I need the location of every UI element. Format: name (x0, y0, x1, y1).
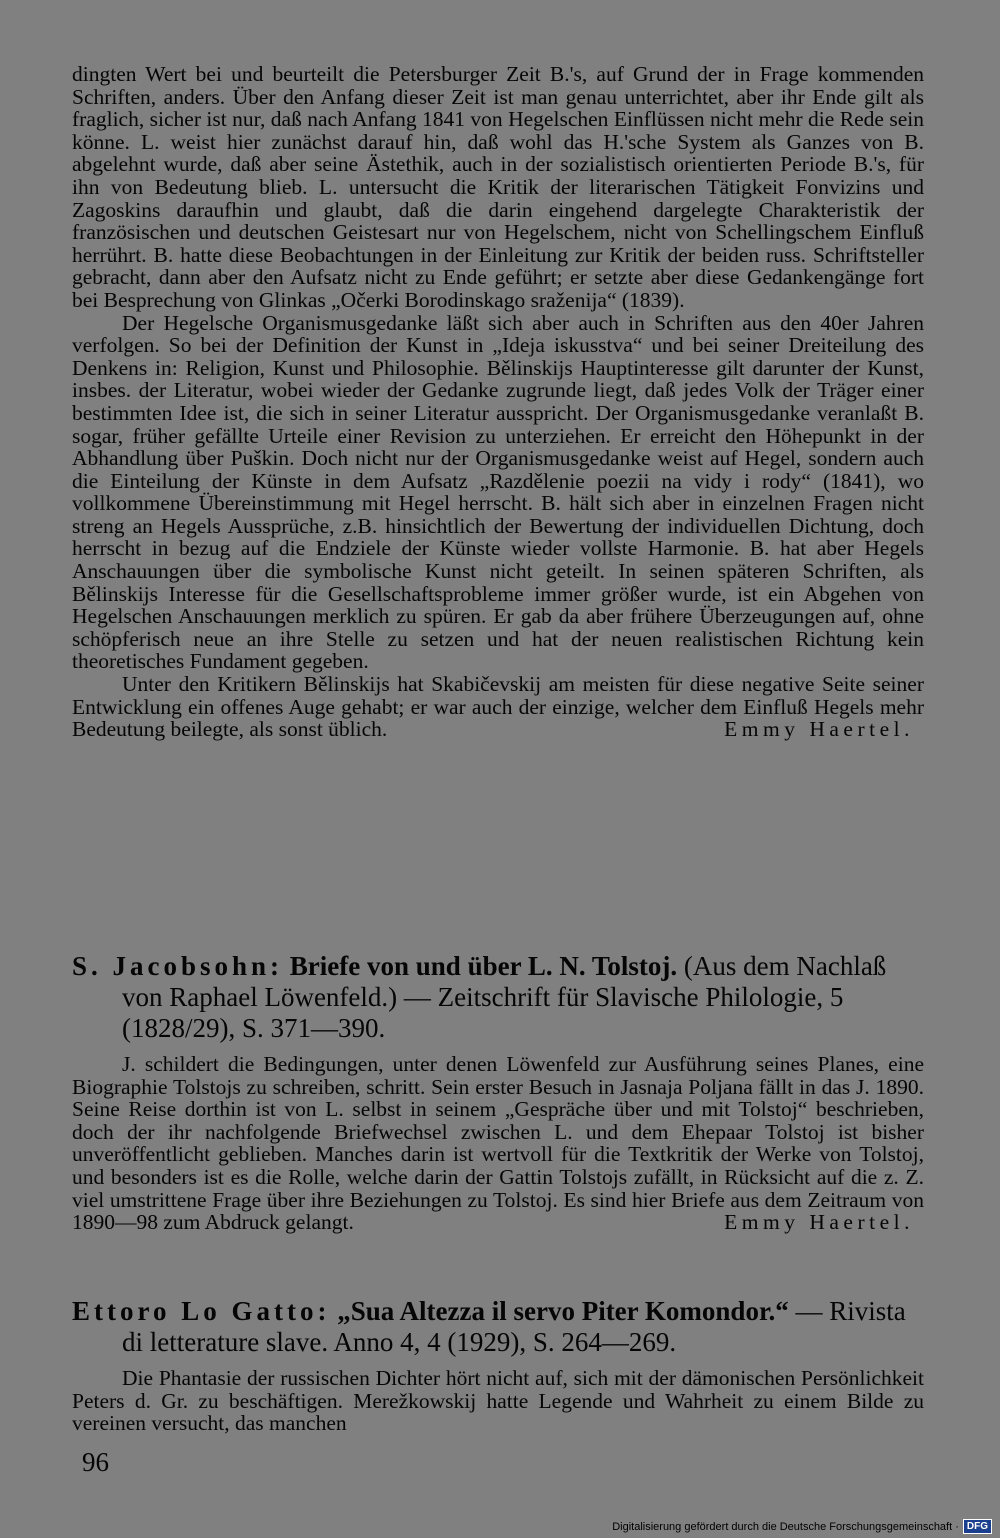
review-continuation (72, 63, 924, 741)
paragraph-3-text: Unter den Kritikern Bělinskijs hat Skabičevskij am meisten für diese negative Seite seiner Entwicklung ein offenes Auge gehabt; er war auch der einzige, welcher dem Einfluß Hegels mehr Bedeutung beilegte, als sonst üblich. (72, 672, 924, 742)
entry-source: (Aus dem Nachlaß von Raphael Löwenfeld.) — Zeitschrift für Slavische Philologie, 5 (1828/29), S. 371—390. (122, 951, 887, 1043)
paragraph-2: Der Hegelsche Organismusgedanke läßt sich aber auch in Schriften aus den 40er Jahren verfolgen. So bei der Definition der Kunst in „Ideja iskusstva“ und bei seiner Dreiteilung des Denkens in: Religion, Kunst und Philosophie. Bělinskijs Hauptinteresse gilt darunter der Kunst, insbes. der Literatur, wobei wieder der Gedanke zugrunde liegt, daß jedes Volk der Träger einer bestimmten Idee ist, die sich in seiner Literatur ausspricht. Der Organismusgedanke veranlaßt B. sogar, früher gefällte Urteile einer Revision zu unterziehen. Er erreicht den Höhepunkt in der Abhandlung über Puškin. Doch nicht nur der Organismusgedanke weist auf Hegel, sondern auch die Einteilung der Künste in dem Aufsatz „Razdělenie poezii na vidy i rody“ (1841), wo vollkommene Übereinstimmung mit Hegel herrscht. B. hält sich aber in einzelnen Fragen nicht streng an Hegels Aussprüche, z.B. hinsichtlich der Bewertung der individuellen Dichtung, doch herrscht in bezug auf die Endziele der Künste wieder vollste Harmonie. B. hat aber Hegels Anschauungen über die symbolische Kunst nicht geteilt. In seinen späteren Schriften, als Bělinskijs Interesse für die Gesellschaftsprobleme immer größer wurde, ist ein Abgehen von Hegelschen Anschauungen merklich zu spüren. Er gab da aber frühere Überzeugungen auf, ohne schöpferisch neue an ihre Stelle zu setzen und hat der neuen realistischen Richtung kein theoretisches Fundament gegeben. (72, 310, 924, 674)
digitization-footer (612, 1519, 992, 1534)
entry-body (72, 1053, 924, 1234)
signature: Emmy Haertel. (724, 1210, 914, 1235)
entry-body: Die Phantasie der russischen Dichter hört nicht auf, sich mit der dämonischen Persönlichkeit Peters d. Gr. zu beschäftigen. Merežkowskij hatte Legende und Wahrheit zu einem Bilde zu vereinen versucht, das manchen (72, 1366, 924, 1436)
entry-body-text: J. schildert die Bedingungen, unter denen Löwenfeld zur Ausführung seines Planes, eine Biographie Tolstojs zu schreiben, schritt. Sein erster Besuch in Jasnaja Poljana fällt in das J. 1890. Seine Reise dorthin ist von L. selbst in seinem „Gespräche über und mit Tolstoj“ beschrieben, doch der ihr nachfolgende Briefwechsel zwischen L. und dem Ehepaar Tolstoj ist bisher unveröffentlicht geblieben. Manches darin ist wertvoll für die Textkritik der Werke von Tolstoj, und besonders ist es die Rolle, welche darin der Gattin Tolstojs zufällt, in Rücksicht auf die z. Z. viel umstrittene Frage über ihre Beziehungen zu Tolstoj. Es sind hier Briefe aus dem Zeitraum von 1890—98 zum Abdruck gelangt. (72, 1052, 924, 1235)
entry-title: Briefe von und über L. N. Tolstoj. (289, 951, 678, 981)
signature: Emmy Haertel. (724, 717, 914, 742)
entry-lo-gatto (72, 1296, 924, 1435)
entry-jacobsohn (72, 951, 924, 1234)
paragraph-1: dingten Wert bei und beurteilt die Petersburger Zeit B.'s, auf Grund der in Frage kommenden Schriften, anders. Über den Anfang dieser Zeit ist man genau unterrichtet, aber ihr Ende gilt als fraglich, sicher ist nur, daß nach Anfang 1841 von Hegelschen Einflüssen nicht mehr die Rede sein könne. L. weist hier zunächst darauf hin, daß wohl das H.'sche System als Ganzes von B. abgelehnt wurde, daß aber seine Ästethik, auch in der sozialistisch orientierten Periode B.'s, für ihn von Bedeutung blieb. L. untersucht die Kritik der literarischen Tätigkeit Fonvizins und Zagoskins daraufhin und glaubt, daß die darin eingehend dargelegte Charakteristik der französischen und deutschen Geistesart nur von Hegelschem, nicht von Schellingschem Einfluß herrührt. B. hatte diese Beobachtungen in der Einleitung zur Kritik der beiden russ. Schriftsteller gebracht, dann aber den Aufsatz nicht zu Ende geführt; er setzte aber diese Gedankengänge fort bei Besprechung von Glinkas „Očerki Borodinskago sraženija“ (1839). (72, 62, 924, 312)
entry-source: — Rivista di letterature slave. Anno 4, 4 (1929), S. 264—269. (122, 1296, 906, 1357)
entry-author: S. Jacobsohn: (72, 951, 284, 981)
entry-title: „Sua Altezza il servo Piter Komondor.“ (337, 1296, 789, 1326)
entry-heading (72, 951, 924, 1044)
entry-author: Ettoro Lo Gatto: (72, 1296, 331, 1326)
page-number: 96 (82, 1447, 109, 1477)
footer-text: Digitalisierung gefördert durch die Deutsche Forschungsgemeinschaft · (612, 1520, 959, 1533)
paragraph-3 (72, 673, 924, 741)
entry-heading (72, 1296, 924, 1358)
dfg-logo: DFG (963, 1519, 992, 1534)
